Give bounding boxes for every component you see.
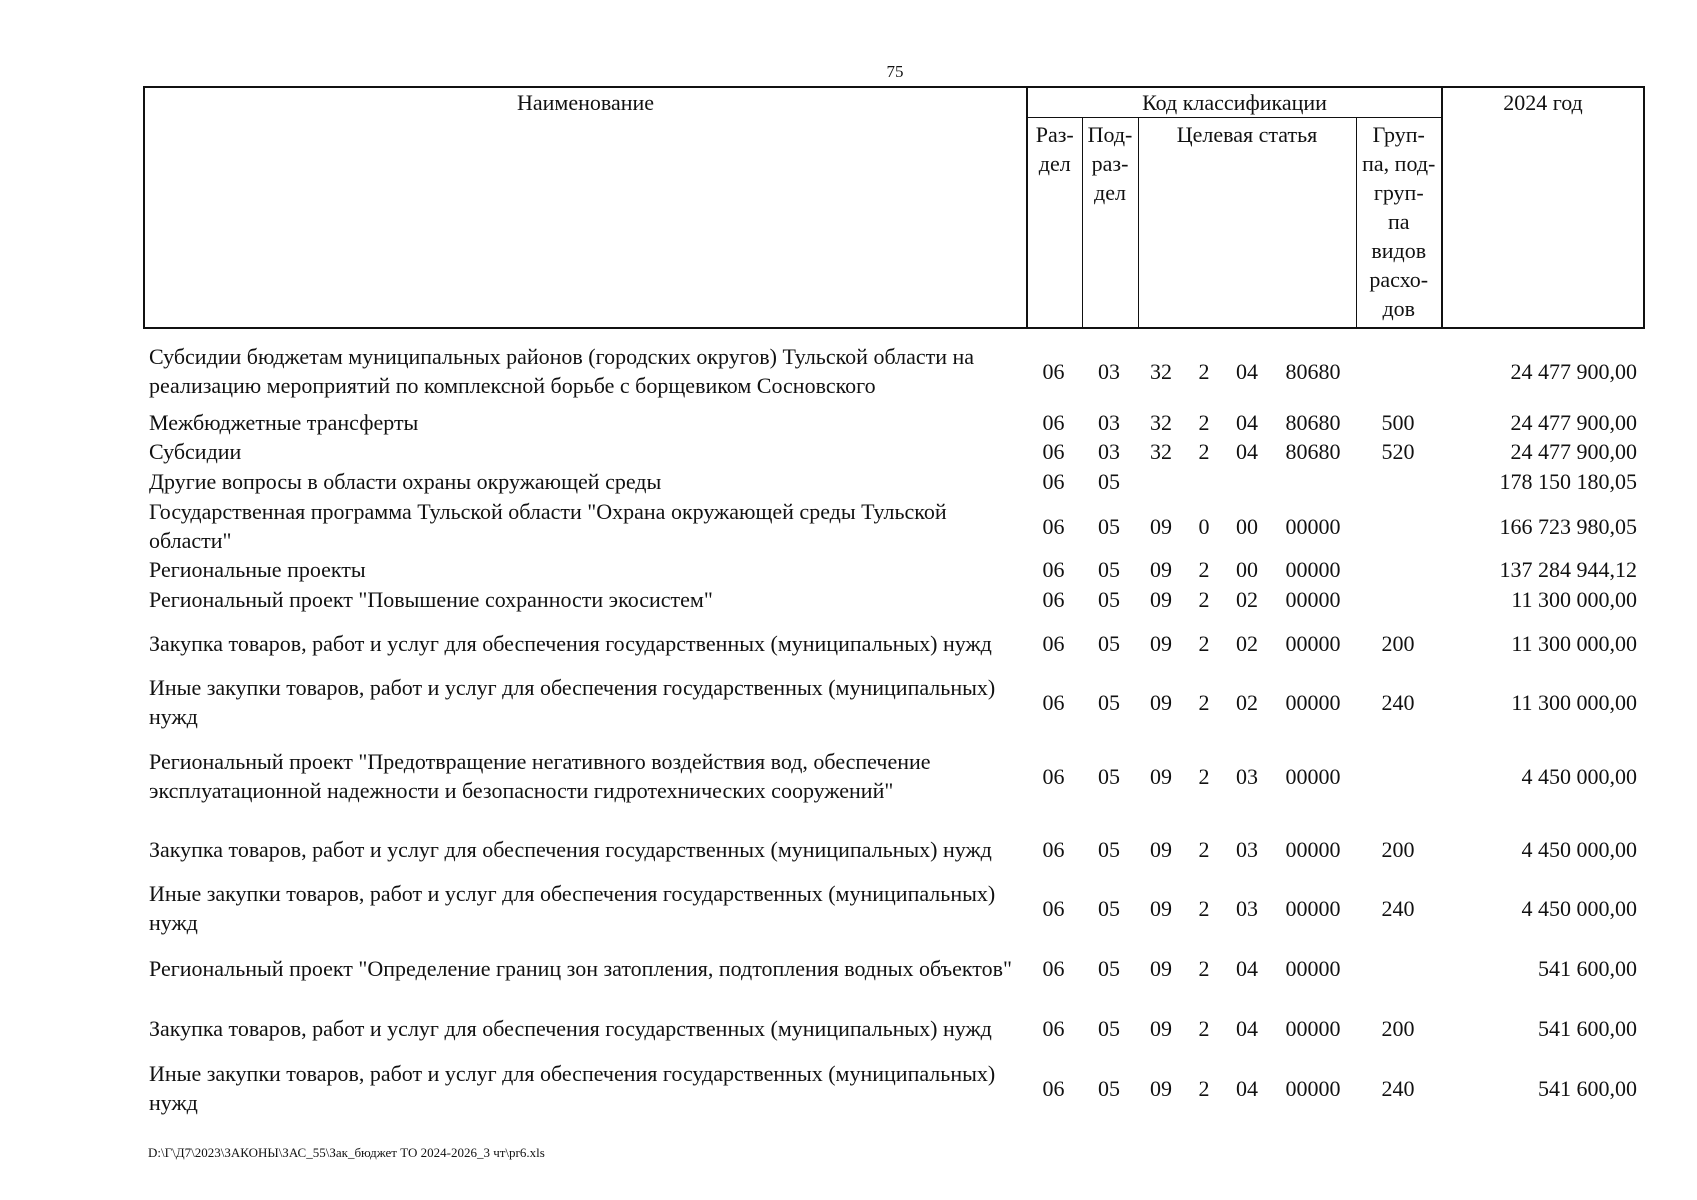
row-code-cs1: 09 [1150, 513, 1172, 539]
row-sum: 4 450 000,00 [1521, 836, 1637, 862]
row-code-cs4 [1271, 466, 1355, 497]
row-code-vr: 200 [1381, 836, 1415, 862]
row-sum: 11 300 000,00 [1511, 689, 1637, 715]
row-code-cs1: 32 [1150, 439, 1172, 464]
row-code-vr: 240 [1381, 689, 1415, 715]
row-code-cs1: 09 [1150, 955, 1172, 981]
row-sum: 137 284 944,12 [1499, 557, 1637, 582]
row-code-vr [1355, 584, 1441, 614]
row-code-cs4: 00000 [1285, 630, 1341, 656]
row-code-cs2: 2 [1198, 1015, 1210, 1041]
row-code-rz: 06 [1042, 895, 1065, 921]
row-code-vr [1355, 938, 1441, 998]
row-code-cs2: 2 [1198, 1075, 1210, 1101]
table-row [143, 408, 1643, 437]
row-code-cs2: 2 [1198, 557, 1210, 582]
row-code-cs2: 2 [1198, 410, 1210, 435]
table-row [143, 437, 1643, 466]
row-name: Закупка товаров, работ и услуг для обеспечения государственных (муниципальных) нужд [149, 630, 992, 656]
header-year: 2024 год [1442, 87, 1644, 328]
row-code-cs2: 2 [1198, 630, 1210, 656]
table-row [143, 466, 1643, 497]
header-razdel: Раз- дел [1027, 118, 1082, 328]
row-code-vr: 200 [1381, 630, 1415, 656]
row-code-cs2: 2 [1198, 689, 1210, 715]
row-code-rz: 06 [1042, 586, 1065, 612]
row-sum: 24 477 900,00 [1510, 410, 1637, 435]
row-code-cs2 [1185, 466, 1223, 497]
row-code-cs2: 2 [1198, 836, 1210, 862]
row-name: Региональный проект "Определение границ зон затопления, подтопления водных объектов" [149, 955, 1012, 981]
row-code-rz: 06 [1042, 513, 1065, 539]
header-tselevaya-statya: Целевая статья [1138, 118, 1356, 328]
row-code-cs1: 09 [1150, 836, 1172, 862]
row-code-cs2: 2 [1198, 763, 1210, 789]
row-name: Региональный проект "Повышение сохранности экосистем" [149, 586, 713, 612]
row-code-vr: 240 [1381, 895, 1415, 921]
row-code-cs3: 04 [1236, 439, 1258, 464]
table-row [143, 878, 1643, 938]
row-code-vr [1355, 334, 1441, 408]
row-name: Иные закупки товаров, работ и услуг для обеспечения государственных (муниципальных) нужд [149, 881, 996, 935]
row-code-rz: 06 [1042, 358, 1065, 384]
row-code-vr: 520 [1381, 439, 1415, 464]
table-row [143, 998, 1643, 1058]
row-sum: 24 477 900,00 [1510, 358, 1637, 384]
row-code-cs4: 00000 [1285, 1075, 1341, 1101]
row-name: Межбюджетные трансферты [149, 410, 419, 435]
table-row [143, 672, 1643, 732]
row-code-cs3: 02 [1236, 630, 1258, 656]
row-code-pr: 05 [1098, 513, 1120, 539]
row-code-cs4: 00000 [1285, 763, 1341, 789]
row-code-cs1: 09 [1150, 630, 1172, 656]
row-code-vr [1355, 555, 1441, 584]
row-code-cs1: 32 [1150, 358, 1172, 384]
row-sum: 11 300 000,00 [1511, 586, 1637, 612]
row-code-cs4: 80680 [1285, 439, 1341, 464]
row-code-cs4: 00000 [1285, 513, 1341, 539]
table-row [143, 1058, 1643, 1118]
row-code-vr: 500 [1381, 410, 1415, 435]
row-code-rz: 06 [1042, 1015, 1065, 1041]
row-code-pr: 05 [1098, 895, 1120, 921]
row-code-pr: 05 [1098, 469, 1120, 494]
row-name: Региональные проекты [149, 557, 366, 582]
row-code-cs4: 00000 [1285, 895, 1341, 921]
row-code-cs3: 02 [1236, 689, 1258, 715]
row-code-rz: 06 [1042, 1075, 1065, 1101]
row-sum: 4 450 000,00 [1521, 763, 1637, 789]
row-code-pr: 05 [1098, 630, 1120, 656]
row-code-cs2: 2 [1198, 439, 1210, 464]
row-code-rz: 06 [1042, 439, 1065, 464]
row-code-cs3 [1223, 466, 1271, 497]
row-code-rz: 06 [1042, 469, 1065, 494]
row-sum: 24 477 900,00 [1510, 439, 1637, 464]
table-row [143, 555, 1643, 584]
row-sum: 166 723 980,05 [1499, 513, 1637, 539]
row-code-cs4: 00000 [1285, 586, 1341, 612]
row-code-cs2: 2 [1198, 895, 1210, 921]
header-podrazdel: Под- раз- дел [1082, 118, 1138, 328]
row-code-cs3: 04 [1236, 358, 1258, 384]
row-code-pr: 03 [1098, 439, 1120, 464]
row-code-vr: 240 [1381, 1075, 1415, 1101]
row-code-cs4: 80680 [1285, 410, 1341, 435]
table-row [143, 938, 1643, 998]
table-row [143, 584, 1643, 614]
row-code-cs1: 09 [1150, 895, 1172, 921]
row-code-cs3: 00 [1236, 557, 1258, 582]
row-sum: 541 600,00 [1538, 1015, 1637, 1041]
row-name: Государственная программа Тульской области "Охрана окружающей среды Тульской области" [149, 499, 947, 553]
row-code-cs3: 04 [1236, 410, 1258, 435]
row-code-cs3: 04 [1236, 1015, 1258, 1041]
data-table [143, 334, 1643, 1118]
row-code-cs2: 2 [1198, 586, 1210, 612]
row-code-cs2: 2 [1198, 955, 1210, 981]
row-code-vr [1355, 732, 1441, 820]
row-code-vr [1355, 466, 1441, 497]
row-code-pr: 05 [1098, 763, 1120, 789]
row-code-cs2: 0 [1198, 513, 1210, 539]
row-code-cs4: 00000 [1285, 836, 1341, 862]
row-code-cs1: 09 [1150, 557, 1172, 582]
row-code-cs3: 03 [1236, 836, 1258, 862]
table-row [143, 820, 1643, 878]
row-code-cs3: 03 [1236, 895, 1258, 921]
row-name: Субсидии бюджетам муниципальных районов (городских округов) Тульской области на реализацию мероприятий по комплексной борьбе с борщевиком Сосновского [149, 344, 975, 398]
row-sum: 178 150 180,05 [1499, 469, 1637, 494]
row-code-rz: 06 [1042, 955, 1065, 981]
header-gruppa-vidov-rashodov: Груп- па, под- груп- па видов расхо- дов [1356, 118, 1442, 328]
row-code-cs3: 00 [1236, 513, 1258, 539]
row-code-pr: 05 [1098, 1075, 1120, 1101]
file-path-footer: D:\Г\Д7\2023\ЗАКОНЫ\ЗАС_55\Зак_бюджет ТО 2024-2026_3 чт\pr6.xls [148, 1145, 545, 1160]
row-code-cs1 [1137, 466, 1185, 497]
row-code-rz: 06 [1042, 630, 1065, 656]
row-code-vr [1355, 497, 1441, 555]
row-code-pr: 03 [1098, 410, 1120, 435]
header-code-classification: Код классификации [1027, 87, 1442, 118]
row-code-cs1: 09 [1150, 1015, 1172, 1041]
row-name: Закупка товаров, работ и услуг для обеспечения государственных (муниципальных) нужд [149, 836, 992, 862]
row-code-cs1: 09 [1150, 586, 1172, 612]
row-code-cs3: 02 [1236, 586, 1258, 612]
row-code-pr: 05 [1098, 689, 1120, 715]
row-code-pr: 05 [1098, 955, 1120, 981]
page-number: 75 [886, 62, 904, 81]
row-code-pr: 05 [1098, 1015, 1120, 1041]
row-code-cs4: 00000 [1285, 689, 1341, 715]
row-code-cs2: 2 [1198, 358, 1210, 384]
row-name: Субсидии [149, 439, 242, 464]
row-name: Иные закупки товаров, работ и услуг для обеспечения государственных (муниципальных) нужд [149, 1061, 996, 1115]
row-code-pr: 03 [1098, 358, 1120, 384]
row-name: Иные закупки товаров, работ и услуг для обеспечения государственных (муниципальных) нужд [149, 675, 996, 729]
row-code-cs3: 04 [1236, 955, 1258, 981]
row-code-cs3: 04 [1236, 1075, 1258, 1101]
table-row [143, 334, 1643, 408]
row-sum: 541 600,00 [1538, 1075, 1637, 1101]
header-name: Наименование [144, 87, 1027, 328]
row-code-pr: 05 [1098, 557, 1120, 582]
row-code-pr: 05 [1098, 836, 1120, 862]
table-row [143, 497, 1643, 555]
row-code-rz: 06 [1042, 557, 1065, 582]
row-code-cs4: 00000 [1285, 955, 1341, 981]
row-code-cs4: 00000 [1285, 557, 1341, 582]
row-sum: 541 600,00 [1538, 955, 1637, 981]
row-code-rz: 06 [1042, 689, 1065, 715]
row-code-cs4: 80680 [1285, 358, 1341, 384]
row-code-pr: 05 [1098, 586, 1120, 612]
row-code-rz: 06 [1042, 410, 1065, 435]
row-sum: 11 300 000,00 [1511, 630, 1637, 656]
row-code-rz: 06 [1042, 763, 1065, 789]
row-code-cs3: 03 [1236, 763, 1258, 789]
row-code-cs1: 09 [1150, 763, 1172, 789]
row-name: Закупка товаров, работ и услуг для обеспечения государственных (муниципальных) нужд [149, 1015, 992, 1041]
row-code-cs1: 09 [1150, 1075, 1172, 1101]
row-code-cs1: 32 [1150, 410, 1172, 435]
row-code-cs4: 00000 [1285, 1015, 1341, 1041]
table-row [143, 614, 1643, 672]
table-header [143, 86, 1645, 329]
row-sum: 4 450 000,00 [1521, 895, 1637, 921]
row-name: Региональный проект "Предотвращение негативного воздействия вод, обеспечение эксплуатационной надежности и безопасности гидротехнических сооружений" [149, 749, 931, 803]
row-code-cs1: 09 [1150, 689, 1172, 715]
row-code-vr: 200 [1381, 1015, 1415, 1041]
row-name: Другие вопросы в области охраны окружающей среды [149, 469, 662, 494]
table-row [143, 732, 1643, 820]
row-code-rz: 06 [1042, 836, 1065, 862]
